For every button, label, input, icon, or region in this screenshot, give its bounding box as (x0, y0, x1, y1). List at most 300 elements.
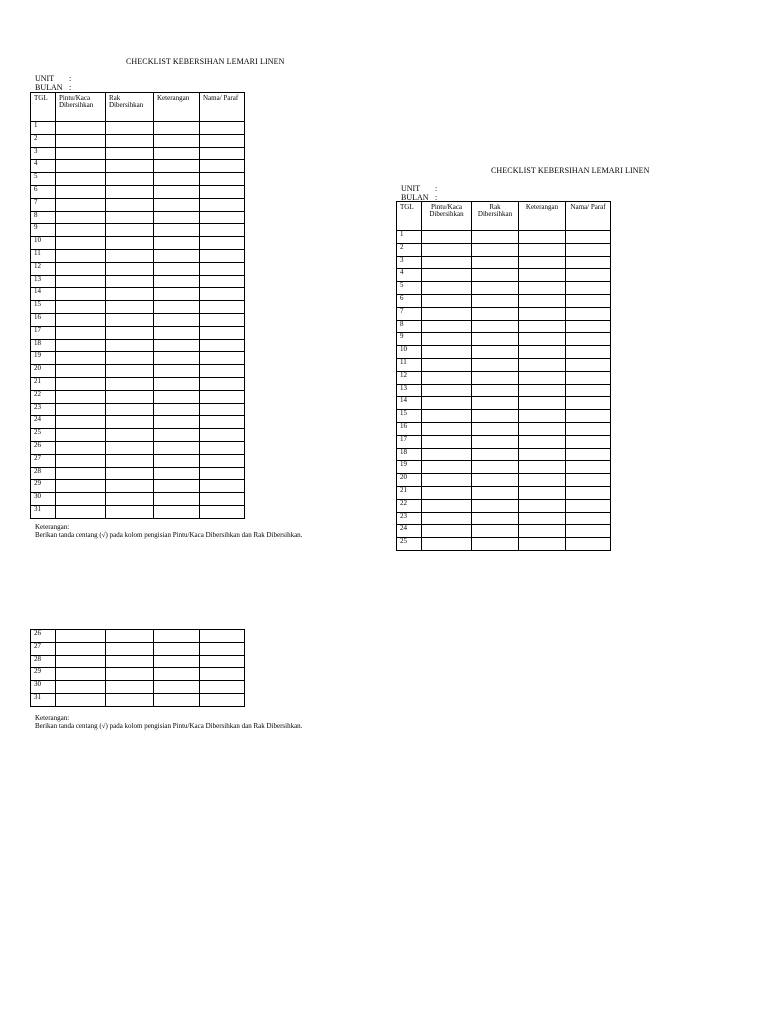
pintu-check-cell[interactable] (56, 655, 106, 668)
keterangan-cell[interactable] (519, 474, 566, 487)
rak-check-cell[interactable] (106, 441, 154, 454)
pintu-check-cell[interactable] (56, 454, 106, 467)
pintu-check-cell[interactable] (422, 474, 472, 487)
keterangan-cell[interactable] (154, 403, 200, 416)
rak-check-cell[interactable] (106, 352, 154, 365)
pintu-check-cell[interactable] (422, 525, 472, 538)
left-note (35, 523, 302, 539)
pintu-check-cell[interactable] (56, 377, 106, 390)
table-row (31, 390, 245, 403)
rak-check-cell[interactable] (472, 461, 519, 474)
table-row (31, 237, 245, 250)
paraf-cell[interactable] (200, 668, 245, 681)
header-rak: Rak Dibersihkan (106, 93, 154, 122)
pintu-check-cell[interactable] (56, 467, 106, 480)
pintu-check-cell[interactable] (422, 448, 472, 461)
row-date-cell: 12 (31, 262, 56, 275)
keterangan-cell[interactable] (519, 538, 566, 551)
rak-check-cell[interactable] (472, 499, 519, 512)
keterangan-cell[interactable] (519, 384, 566, 397)
table-row (31, 224, 245, 237)
paraf-cell[interactable] (200, 211, 245, 224)
paraf-cell[interactable] (200, 288, 245, 301)
pintu-check-cell[interactable] (56, 326, 106, 339)
lower-checklist-table (30, 629, 245, 707)
keterangan-cell[interactable] (519, 256, 566, 269)
rak-check-cell[interactable] (106, 326, 154, 339)
paraf-cell[interactable] (200, 630, 245, 643)
rak-check-cell[interactable] (472, 231, 519, 244)
paraf-cell[interactable] (200, 390, 245, 403)
pintu-check-cell[interactable] (56, 147, 106, 160)
table-header-row (31, 93, 245, 122)
rak-check-cell[interactable] (472, 294, 519, 307)
row-date-cell: 20 (31, 365, 56, 378)
table-row (31, 693, 245, 706)
paraf-cell[interactable] (200, 160, 245, 173)
unit-colon: : (69, 74, 72, 83)
pintu-check-cell[interactable] (422, 499, 472, 512)
keterangan-cell[interactable] (519, 486, 566, 499)
keterangan-cell[interactable] (154, 480, 200, 493)
rak-check-cell[interactable] (106, 262, 154, 275)
paraf-cell[interactable] (200, 480, 245, 493)
pintu-check-cell[interactable] (56, 275, 106, 288)
keterangan-cell[interactable] (519, 435, 566, 448)
keterangan-cell[interactable] (519, 525, 566, 538)
paraf-cell[interactable] (200, 505, 245, 518)
pintu-check-cell[interactable] (56, 365, 106, 378)
pintu-check-cell[interactable] (56, 352, 106, 365)
pintu-check-cell[interactable] (56, 185, 106, 198)
keterangan-cell[interactable] (519, 358, 566, 371)
rak-check-cell[interactable] (472, 410, 519, 423)
keterangan-cell[interactable] (154, 467, 200, 480)
rak-check-cell[interactable] (472, 397, 519, 410)
rak-check-cell[interactable] (106, 301, 154, 314)
table-row (397, 435, 611, 448)
pintu-check-cell[interactable] (422, 486, 472, 499)
paraf-cell[interactable] (200, 326, 245, 339)
pintu-check-cell[interactable] (56, 262, 106, 275)
bulan-label: BULAN (35, 83, 63, 92)
pintu-check-cell[interactable] (56, 160, 106, 173)
paraf-cell[interactable] (200, 681, 245, 694)
keterangan-cell[interactable] (519, 410, 566, 423)
keterangan-cell[interactable] (154, 668, 200, 681)
rak-check-cell[interactable] (472, 525, 519, 538)
rak-check-cell[interactable] (106, 211, 154, 224)
pintu-check-cell[interactable] (56, 237, 106, 250)
rak-check-cell[interactable] (472, 486, 519, 499)
paraf-cell[interactable] (200, 313, 245, 326)
paraf-cell[interactable] (566, 410, 611, 423)
paraf-cell[interactable] (200, 237, 245, 250)
row-date-cell: 24 (31, 416, 56, 429)
row-date-cell: 29 (31, 480, 56, 493)
paraf-cell[interactable] (200, 377, 245, 390)
rak-check-cell[interactable] (472, 358, 519, 371)
keterangan-cell[interactable] (154, 275, 200, 288)
pintu-check-cell[interactable] (56, 505, 106, 518)
pintu-check-cell[interactable] (422, 422, 472, 435)
row-date-cell: 30 (31, 681, 56, 694)
paraf-cell[interactable] (566, 294, 611, 307)
keterangan-cell[interactable] (154, 642, 200, 655)
pintu-check-cell[interactable] (56, 441, 106, 454)
table-row (31, 365, 245, 378)
keterangan-cell[interactable] (154, 301, 200, 314)
keterangan-cell[interactable] (519, 448, 566, 461)
rak-check-cell[interactable] (106, 693, 154, 706)
pintu-check-cell[interactable] (56, 288, 106, 301)
keterangan-cell[interactable] (154, 288, 200, 301)
table-row (31, 681, 245, 694)
pintu-check-cell[interactable] (56, 403, 106, 416)
paraf-cell[interactable] (566, 256, 611, 269)
table-row (31, 249, 245, 262)
rak-check-cell[interactable] (472, 371, 519, 384)
row-date-cell: 31 (31, 693, 56, 706)
paraf-cell[interactable] (200, 262, 245, 275)
keterangan-cell[interactable] (154, 493, 200, 506)
pintu-check-cell[interactable] (56, 249, 106, 262)
table-row (397, 256, 611, 269)
rak-check-cell[interactable] (106, 275, 154, 288)
keterangan-cell[interactable] (154, 160, 200, 173)
table-row (31, 122, 245, 135)
keterangan-cell[interactable] (519, 333, 566, 346)
keterangan-cell[interactable] (154, 185, 200, 198)
bulan-colon: : (435, 193, 438, 202)
paraf-cell[interactable] (566, 269, 611, 282)
pintu-check-cell[interactable] (56, 480, 106, 493)
pintu-check-cell[interactable] (422, 461, 472, 474)
rak-check-cell[interactable] (472, 448, 519, 461)
rak-check-cell[interactable] (106, 147, 154, 160)
table-row (397, 384, 611, 397)
paraf-cell[interactable] (200, 275, 245, 288)
keterangan-cell[interactable] (154, 237, 200, 250)
rak-check-cell[interactable] (106, 173, 154, 186)
pintu-check-cell[interactable] (56, 224, 106, 237)
paraf-cell[interactable] (566, 474, 611, 487)
keterangan-cell[interactable] (154, 262, 200, 275)
paraf-cell[interactable] (566, 371, 611, 384)
paraf-cell[interactable] (200, 224, 245, 237)
pintu-check-cell[interactable] (422, 282, 472, 295)
pintu-check-cell[interactable] (56, 390, 106, 403)
keterangan-cell[interactable] (154, 429, 200, 442)
keterangan-cell[interactable] (154, 198, 200, 211)
rak-check-cell[interactable] (106, 630, 154, 643)
rak-check-cell[interactable] (472, 422, 519, 435)
paraf-cell[interactable] (566, 358, 611, 371)
row-date-cell: 26 (31, 441, 56, 454)
paraf-cell[interactable] (566, 448, 611, 461)
paraf-cell[interactable] (566, 461, 611, 474)
paraf-cell[interactable] (566, 307, 611, 320)
pintu-check-cell[interactable] (422, 320, 472, 333)
row-date-cell: 18 (31, 339, 56, 352)
paraf-cell[interactable] (200, 693, 245, 706)
paraf-cell[interactable] (200, 173, 245, 186)
paraf-cell[interactable] (200, 429, 245, 442)
keterangan-cell[interactable] (154, 173, 200, 186)
keterangan-cell[interactable] (154, 505, 200, 518)
pintu-check-cell[interactable] (56, 211, 106, 224)
rak-check-cell[interactable] (472, 474, 519, 487)
pintu-check-cell[interactable] (422, 243, 472, 256)
bulan-label: BULAN (401, 193, 429, 202)
rak-check-cell[interactable] (472, 346, 519, 359)
paraf-cell[interactable] (200, 416, 245, 429)
keterangan-cell[interactable] (154, 441, 200, 454)
keterangan-cell[interactable] (154, 147, 200, 160)
row-date-cell: 25 (31, 429, 56, 442)
table-row (31, 198, 245, 211)
pintu-check-cell[interactable] (422, 294, 472, 307)
table-row (397, 397, 611, 410)
paraf-cell[interactable] (200, 642, 245, 655)
rak-check-cell[interactable] (472, 256, 519, 269)
rak-check-cell[interactable] (472, 243, 519, 256)
pintu-check-cell[interactable] (422, 435, 472, 448)
keterangan-cell[interactable] (154, 416, 200, 429)
paraf-cell[interactable] (566, 486, 611, 499)
paraf-cell[interactable] (566, 538, 611, 551)
keterangan-cell[interactable] (519, 320, 566, 333)
table-row (397, 307, 611, 320)
keterangan-cell[interactable] (154, 211, 200, 224)
rak-check-cell[interactable] (106, 185, 154, 198)
keterangan-cell[interactable] (154, 122, 200, 135)
pintu-check-cell[interactable] (56, 693, 106, 706)
rak-check-cell[interactable] (106, 365, 154, 378)
pintu-check-cell[interactable] (56, 668, 106, 681)
row-date-cell: 5 (31, 173, 56, 186)
pintu-check-cell[interactable] (56, 122, 106, 135)
row-date-cell: 6 (397, 294, 422, 307)
paraf-cell[interactable] (200, 147, 245, 160)
row-date-cell: 8 (31, 211, 56, 224)
table-row (397, 499, 611, 512)
paraf-cell[interactable] (200, 352, 245, 365)
row-date-cell: 2 (397, 243, 422, 256)
rak-check-cell[interactable] (472, 435, 519, 448)
paraf-cell[interactable] (200, 185, 245, 198)
paraf-cell[interactable] (566, 346, 611, 359)
header-tgl: TGL (31, 93, 56, 122)
paraf-cell[interactable] (566, 384, 611, 397)
table-row (397, 282, 611, 295)
row-date-cell: 21 (31, 377, 56, 390)
paraf-cell[interactable] (566, 243, 611, 256)
keterangan-cell[interactable] (154, 352, 200, 365)
keterangan-cell[interactable] (154, 365, 200, 378)
table-row (397, 486, 611, 499)
row-date-cell: 16 (31, 313, 56, 326)
keterangan-cell[interactable] (154, 390, 200, 403)
pintu-check-cell[interactable] (422, 512, 472, 525)
rak-check-cell[interactable] (472, 307, 519, 320)
paraf-cell[interactable] (200, 134, 245, 147)
paraf-cell[interactable] (566, 422, 611, 435)
keterangan-cell[interactable] (519, 512, 566, 525)
paraf-cell[interactable] (200, 249, 245, 262)
paraf-cell[interactable] (200, 493, 245, 506)
header-keterangan: Keterangan (519, 202, 566, 231)
pintu-check-cell[interactable] (422, 384, 472, 397)
paraf-cell[interactable] (200, 301, 245, 314)
keterangan-cell[interactable] (154, 326, 200, 339)
pintu-check-cell[interactable] (56, 681, 106, 694)
pintu-check-cell[interactable] (56, 630, 106, 643)
rak-check-cell[interactable] (106, 313, 154, 326)
pintu-check-cell[interactable] (422, 410, 472, 423)
paraf-cell[interactable] (566, 499, 611, 512)
rak-check-cell[interactable] (106, 160, 154, 173)
pintu-check-cell[interactable] (56, 429, 106, 442)
rak-check-cell[interactable] (472, 384, 519, 397)
rak-check-cell[interactable] (472, 269, 519, 282)
rak-check-cell[interactable] (106, 429, 154, 442)
pintu-check-cell[interactable] (422, 307, 472, 320)
paraf-cell[interactable] (566, 333, 611, 346)
paraf-cell[interactable] (200, 198, 245, 211)
row-date-cell: 11 (31, 249, 56, 262)
row-date-cell: 23 (397, 512, 422, 525)
keterangan-cell[interactable] (154, 224, 200, 237)
row-date-cell: 7 (397, 307, 422, 320)
keterangan-cell[interactable] (154, 681, 200, 694)
keterangan-cell[interactable] (519, 243, 566, 256)
paraf-cell[interactable] (200, 122, 245, 135)
pintu-check-cell[interactable] (422, 346, 472, 359)
paraf-cell[interactable] (200, 403, 245, 416)
rak-check-cell[interactable] (106, 198, 154, 211)
pintu-check-cell[interactable] (422, 397, 472, 410)
pintu-check-cell[interactable] (56, 313, 106, 326)
rak-check-cell[interactable] (106, 122, 154, 135)
keterangan-cell[interactable] (519, 294, 566, 307)
keterangan-cell[interactable] (519, 371, 566, 384)
pintu-check-cell[interactable] (422, 231, 472, 244)
keterangan-cell[interactable] (154, 693, 200, 706)
row-date-cell: 25 (397, 538, 422, 551)
pintu-check-cell[interactable] (56, 339, 106, 352)
pintu-check-cell[interactable] (56, 198, 106, 211)
rak-check-cell[interactable] (106, 493, 154, 506)
keterangan-cell[interactable] (154, 454, 200, 467)
rak-check-cell[interactable] (472, 320, 519, 333)
rak-check-cell[interactable] (106, 288, 154, 301)
note-label: Keterangan: (35, 714, 70, 722)
table-row (31, 326, 245, 339)
paraf-cell[interactable] (566, 435, 611, 448)
keterangan-cell[interactable] (519, 307, 566, 320)
rak-check-cell[interactable] (106, 505, 154, 518)
paraf-cell[interactable] (566, 231, 611, 244)
rak-check-cell[interactable] (106, 467, 154, 480)
rak-check-cell[interactable] (106, 377, 154, 390)
rak-check-cell[interactable] (106, 237, 154, 250)
rak-check-cell[interactable] (106, 339, 154, 352)
keterangan-cell[interactable] (154, 377, 200, 390)
pintu-check-cell[interactable] (56, 301, 106, 314)
keterangan-cell[interactable] (519, 422, 566, 435)
rak-check-cell[interactable] (106, 642, 154, 655)
pintu-check-cell[interactable] (56, 416, 106, 429)
rak-check-cell[interactable] (106, 416, 154, 429)
rak-check-cell[interactable] (472, 333, 519, 346)
pintu-check-cell[interactable] (422, 333, 472, 346)
keterangan-cell[interactable] (519, 499, 566, 512)
pintu-check-cell[interactable] (56, 493, 106, 506)
paraf-cell[interactable] (200, 441, 245, 454)
rak-check-cell[interactable] (106, 390, 154, 403)
pintu-check-cell[interactable] (422, 256, 472, 269)
keterangan-cell[interactable] (154, 339, 200, 352)
pintu-check-cell[interactable] (56, 134, 106, 147)
paraf-cell[interactable] (566, 397, 611, 410)
keterangan-cell[interactable] (154, 249, 200, 262)
table-row (397, 371, 611, 384)
keterangan-cell[interactable] (519, 231, 566, 244)
rak-check-cell[interactable] (472, 282, 519, 295)
rak-check-cell[interactable] (472, 512, 519, 525)
table-row (31, 403, 245, 416)
rak-check-cell[interactable] (106, 403, 154, 416)
paraf-cell[interactable] (200, 365, 245, 378)
paraf-cell[interactable] (200, 339, 245, 352)
rak-check-cell[interactable] (106, 668, 154, 681)
rak-check-cell[interactable] (106, 249, 154, 262)
paraf-cell[interactable] (566, 525, 611, 538)
paraf-cell[interactable] (566, 320, 611, 333)
pintu-check-cell[interactable] (422, 269, 472, 282)
pintu-check-cell[interactable] (56, 173, 106, 186)
keterangan-cell[interactable] (154, 313, 200, 326)
keterangan-cell[interactable] (154, 134, 200, 147)
rak-check-cell[interactable] (106, 134, 154, 147)
rak-check-cell[interactable] (106, 655, 154, 668)
rak-check-cell[interactable] (106, 681, 154, 694)
rak-check-cell[interactable] (106, 480, 154, 493)
pintu-check-cell[interactable] (56, 642, 106, 655)
rak-check-cell[interactable] (106, 454, 154, 467)
rak-check-cell[interactable] (472, 538, 519, 551)
paraf-cell[interactable] (200, 655, 245, 668)
keterangan-cell[interactable] (519, 282, 566, 295)
paraf-cell[interactable] (566, 282, 611, 295)
row-date-cell: 20 (397, 474, 422, 487)
rak-check-cell[interactable] (106, 224, 154, 237)
keterangan-cell[interactable] (519, 461, 566, 474)
pintu-check-cell[interactable] (422, 358, 472, 371)
pintu-check-cell[interactable] (422, 371, 472, 384)
pintu-check-cell[interactable] (422, 538, 472, 551)
row-date-cell: 2 (31, 134, 56, 147)
keterangan-cell[interactable] (519, 397, 566, 410)
keterangan-cell[interactable] (154, 630, 200, 643)
keterangan-cell[interactable] (519, 269, 566, 282)
keterangan-cell[interactable] (519, 346, 566, 359)
paraf-cell[interactable] (566, 512, 611, 525)
paraf-cell[interactable] (200, 467, 245, 480)
keterangan-cell[interactable] (154, 655, 200, 668)
paraf-cell[interactable] (200, 454, 245, 467)
